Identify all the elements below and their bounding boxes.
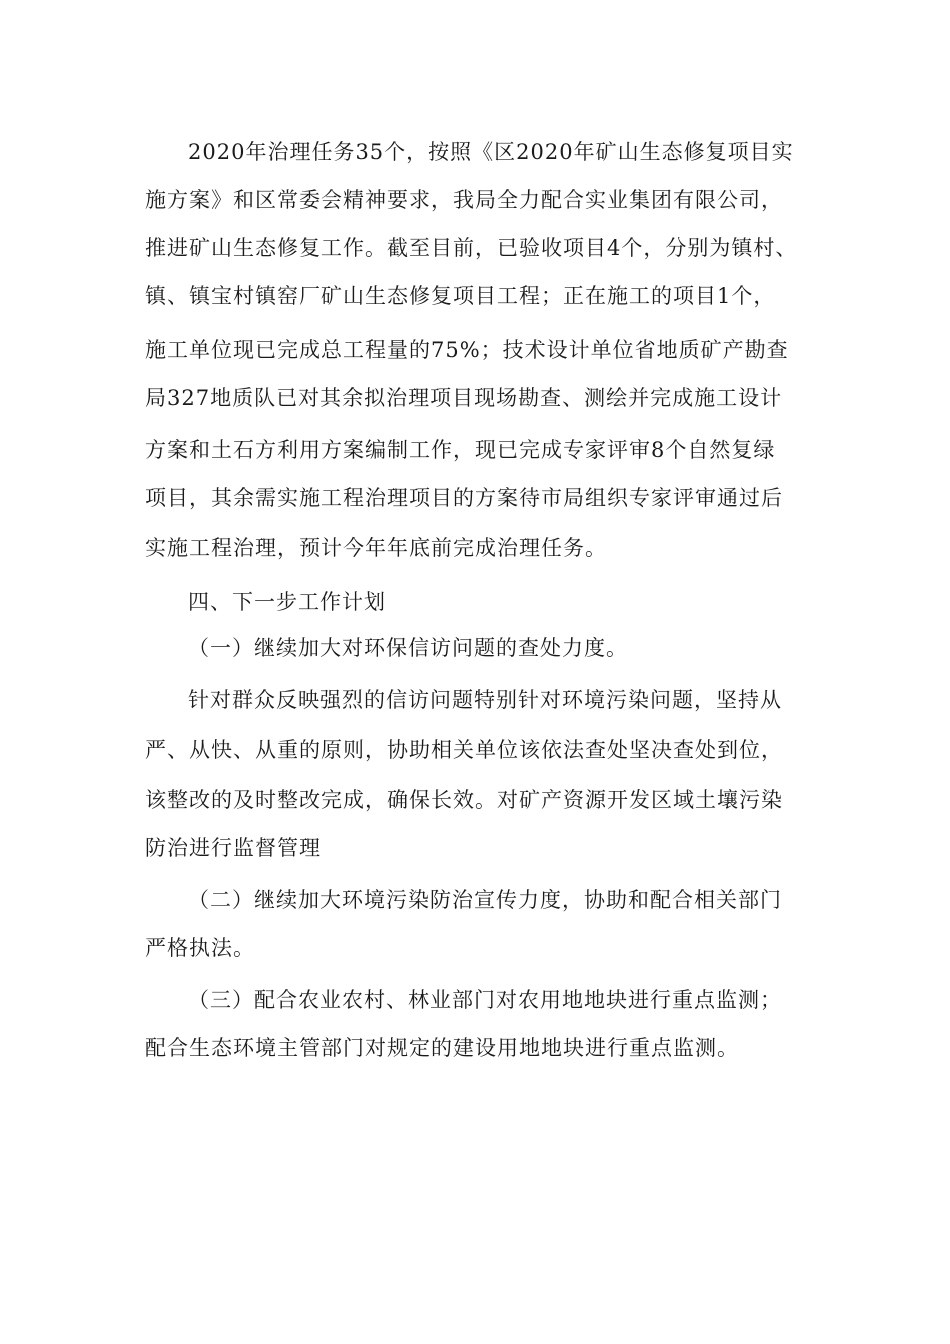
paragraph-line: 严格执法。 (145, 936, 255, 960)
paragraph-line: 实施工程治理，预计今年年底前完成治理任务。 (145, 536, 607, 560)
paragraph-line: 严、从快、从重的原则，协助相关单位该依法查处坚决查处到位， (145, 738, 783, 762)
paragraph-line: 镇、镇宝村镇窑厂矿山生态修复项目工程；正在施工的项目1个， (145, 284, 776, 308)
paragraph-line: 针对群众反映强烈的信访问题特别针对环境污染问题，坚持从 (188, 688, 782, 712)
paragraph-line: 配合生态环境主管部门对规定的建设用地地块进行重点监测。 (145, 1036, 739, 1060)
paragraph-line: （三）配合农业农村、林业部门对农用地地块进行重点监测； (188, 988, 782, 1012)
paragraph-line: 施工单位现已完成总工程量的75%；技术设计单位省地质矿产勘查 (145, 338, 789, 362)
paragraph-line: 局327地质队已对其余拟治理项目现场勘查、测绘并完成施工设计 (145, 386, 783, 410)
section-heading: 四、下一步工作计划 (188, 590, 386, 614)
paragraph-line: 方案和土石方利用方案编制工作，现已完成专家评审8个自然复绿 (145, 438, 776, 462)
paragraph-line: 防治进行监督管理 (145, 836, 321, 860)
paragraph-line: 2020年治理任务35个，按照《区2020年矿山生态修复项目实 (188, 140, 794, 164)
paragraph-line: 推进矿山生态修复工作。截至目前，已验收项目4个，分别为镇村、 (145, 236, 798, 260)
paragraph-line: （二）继续加大环境污染防治宣传力度，协助和配合相关部门 (188, 888, 782, 912)
paragraph-line: 该整改的及时整改完成，确保长效。对矿产资源开发区域土壤污染 (145, 788, 783, 812)
paragraph-line: 项目，其余需实施工程治理项目的方案待市局组织专家评审通过后 (145, 486, 783, 510)
paragraph-line: 施方案》和区常委会精神要求，我局全力配合实业集团有限公司， (145, 188, 783, 212)
item-heading: （一）继续加大对环保信访问题的查处力度。 (188, 636, 628, 660)
